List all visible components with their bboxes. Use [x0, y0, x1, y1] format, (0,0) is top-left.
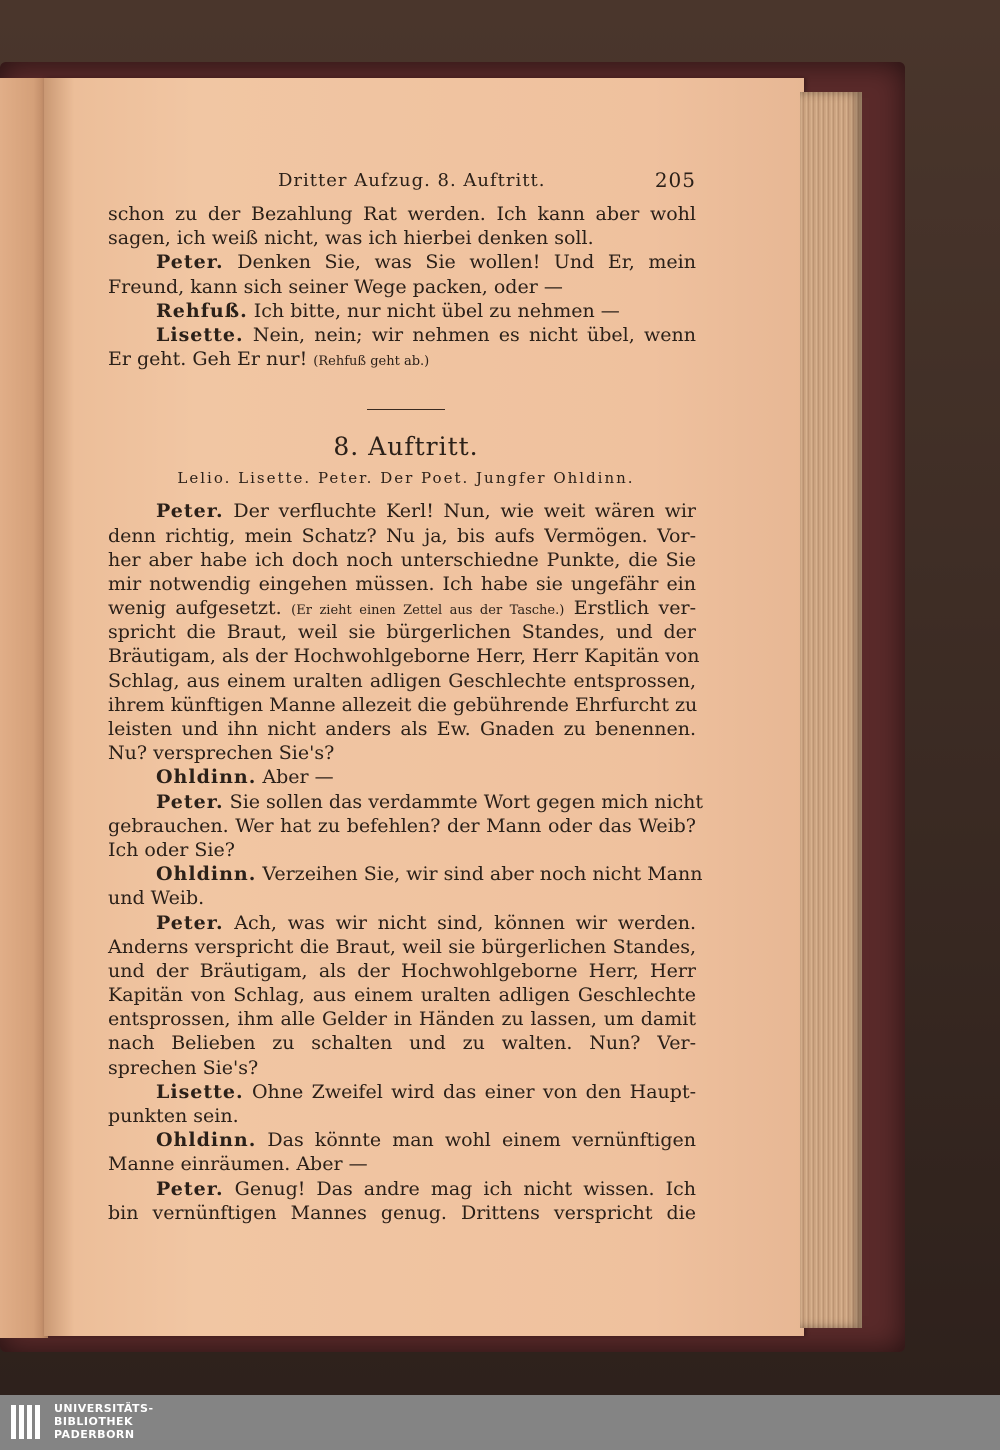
speaker-name: Peter.: [156, 911, 224, 934]
text-line: [108, 1201, 696, 1225]
page-number: 205: [654, 168, 696, 192]
text-line: [108, 548, 696, 572]
line-text: Bräutigam, als der Hochwohlgeborne Herr, Herr Kapitän von: [108, 645, 700, 668]
text-line: [108, 499, 696, 523]
line-text: ihrem künftigen Manne allezeit die gebührende Ehrfurcht zu: [108, 693, 698, 716]
text-line: [108, 644, 700, 668]
stage-direction: (Rehfuß geht ab.): [313, 354, 430, 370]
speaker-name: Rehfuß.: [156, 299, 248, 322]
text-line: [108, 838, 696, 862]
scene-title: 8. Auftritt.: [333, 432, 479, 462]
logo-line-2: BIBLIOTHEK: [54, 1415, 134, 1428]
stage-direction: (Er zieht einen Zettel aus der Tasche.): [291, 603, 565, 619]
text-line: [108, 275, 696, 299]
text-line: [108, 1031, 696, 1055]
logo-line-1: UNIVERSITÄTS-: [54, 1402, 154, 1415]
line-text: sagen, ich weiß nicht, was ich hierbei denken soll.: [108, 227, 594, 250]
line-text: nach Belieben zu schalten und zu walten. Nun? Ver-: [108, 1032, 696, 1055]
text-line: [108, 886, 696, 910]
text-line: [108, 669, 696, 693]
line-text: punkten sein.: [108, 1105, 239, 1127]
logo-line-3: PADERBORN: [54, 1428, 135, 1441]
text-line: [108, 935, 696, 959]
line-text: bin vernünftigen Mannes genug. Drittens verspricht die: [108, 1201, 696, 1224]
text-line: [108, 1104, 696, 1128]
left-page-edge: [0, 78, 48, 1338]
text-line: [108, 1128, 696, 1152]
running-title: Dritter Aufzug. 8. Auftritt.: [278, 170, 546, 191]
running-header: [108, 168, 696, 202]
text-line: [108, 250, 696, 274]
line-text: Ich bitte, nur nicht übel zu nehmen —: [253, 299, 620, 322]
line-text: Manne einräumen. Aber —: [108, 1153, 368, 1176]
text-line: [108, 1152, 696, 1176]
speaker-name: Ohldinn.: [156, 766, 257, 789]
speaker-name: Lisette.: [156, 323, 244, 346]
line-text: Ach, was wir nicht sind, können wir werden.: [234, 911, 697, 934]
line-text: denn richtig, mein Schatz? Nu ja, bis aufs Vermögen. Vor-: [108, 524, 696, 547]
line-text: sprechen Sie's?: [108, 1056, 259, 1079]
line-text: Aber —: [262, 766, 334, 789]
text-line: [108, 765, 696, 789]
text-line: [108, 814, 696, 838]
text-line: [108, 524, 696, 548]
text-line: [108, 862, 703, 886]
library-logo-bar: [0, 1395, 1000, 1450]
text-line: [108, 790, 704, 814]
text-line: [108, 572, 696, 596]
text-line: [108, 741, 696, 765]
text-line: [108, 1007, 696, 1031]
text-line: [108, 983, 696, 1007]
line-text: Ohne Zweifel wird das einer von den Haupt-: [251, 1080, 696, 1103]
line-text: Anderns verspricht die Braut, weil sie bürgerlichen Standes,: [108, 935, 696, 958]
dialogue-body: [108, 499, 704, 1225]
line-text: schon zu der Bezahlung Rat werden. Ich kann aber wohl: [108, 203, 696, 225]
line-text: Schlag, aus einem uralten adligen Geschlechte entsprossen,: [108, 669, 696, 692]
speaker-name: Peter.: [156, 790, 224, 813]
dialogue-top: [108, 202, 696, 371]
text-line: [108, 959, 696, 983]
line-text: Kapitän von Schlag, aus einem uralten adligen Geschlechte: [108, 984, 696, 1007]
line-text: Der verfluchte Kerl! Nun, wie weit wären wir: [233, 500, 696, 523]
line-text: Er geht. Geh Er nur!: [108, 348, 308, 371]
text-line: [108, 596, 696, 620]
cast-list: Lelio. Lisette. Peter. Der Poet. Jungfer Ohldinn.: [177, 469, 635, 488]
line-text: Verzeihen Sie, wir sind aber noch nicht Mann: [262, 863, 703, 886]
text-line: [108, 299, 696, 323]
line-text: Freund, kann sich seiner Wege packen, oder —: [108, 275, 563, 298]
line-text: Ich oder Sie?: [108, 838, 235, 861]
line-text: entsprossen, ihm alle Gelder in Händen zu lassen, um damit: [108, 1008, 696, 1031]
line-text: und Weib.: [108, 887, 205, 910]
text-line: [108, 620, 696, 644]
line-text: und der Bräutigam, als der Hochwohlgeborne Herr, Herr: [108, 959, 696, 982]
text-line: [108, 911, 696, 935]
line-text: mir notwendig eingehen müssen. Ich habe sie ungefähr ein: [108, 572, 696, 595]
library-logo-text: [54, 1402, 154, 1441]
line-text: Nein, nein; wir nehmen es nicht übel, wenn: [252, 323, 696, 346]
line-text: gebrauchen. Wer hat zu befehlen? der Mann oder das Weib?: [108, 814, 696, 837]
text-line: [108, 202, 696, 226]
text-line: [108, 717, 696, 741]
line-text: wenig aufgesetzt.: [108, 597, 282, 620]
text-line: [108, 1080, 696, 1104]
speaker-name: Peter.: [156, 251, 224, 274]
text-line: [108, 1056, 696, 1080]
text-line: [108, 1177, 696, 1201]
text-line: [108, 693, 696, 717]
line-text: spricht die Braut, weil sie bürgerlichen Standes, und der: [108, 621, 696, 644]
line-text: Nu? versprechen Sie's?: [108, 742, 335, 765]
text-line: [108, 226, 696, 250]
text-line: [108, 347, 696, 371]
page-block-edges: [800, 92, 862, 1328]
line-text: Sie sollen das verdammte Wort gegen mich nicht: [229, 790, 704, 813]
text-line: [108, 323, 696, 347]
speaker-name: Peter.: [156, 500, 224, 523]
speaker-name: Peter.: [156, 1177, 224, 1200]
speaker-name: Ohldinn.: [156, 1129, 257, 1152]
line-text: her aber habe ich doch noch unterschiedne Punkte, die Sie: [108, 548, 696, 571]
line-text: leisten und ihn nicht anders als Ew. Gnaden zu benennen.: [108, 718, 696, 740]
line-text: Denken Sie, was Sie wollen! Und Er, mein: [237, 251, 696, 274]
speaker-name: Lisette.: [156, 1080, 244, 1103]
line-text: Genug! Das andre mag ich nicht wissen. Ich: [234, 1177, 696, 1200]
section-divider: [367, 409, 445, 410]
line-text: Erstlich ver-: [573, 597, 697, 620]
line-text: Das könnte man wohl einem vernünftigen: [267, 1129, 697, 1152]
speaker-name: Ohldinn.: [156, 863, 257, 886]
library-logo-icon: [8, 1401, 46, 1443]
page-text: [108, 168, 704, 1225]
